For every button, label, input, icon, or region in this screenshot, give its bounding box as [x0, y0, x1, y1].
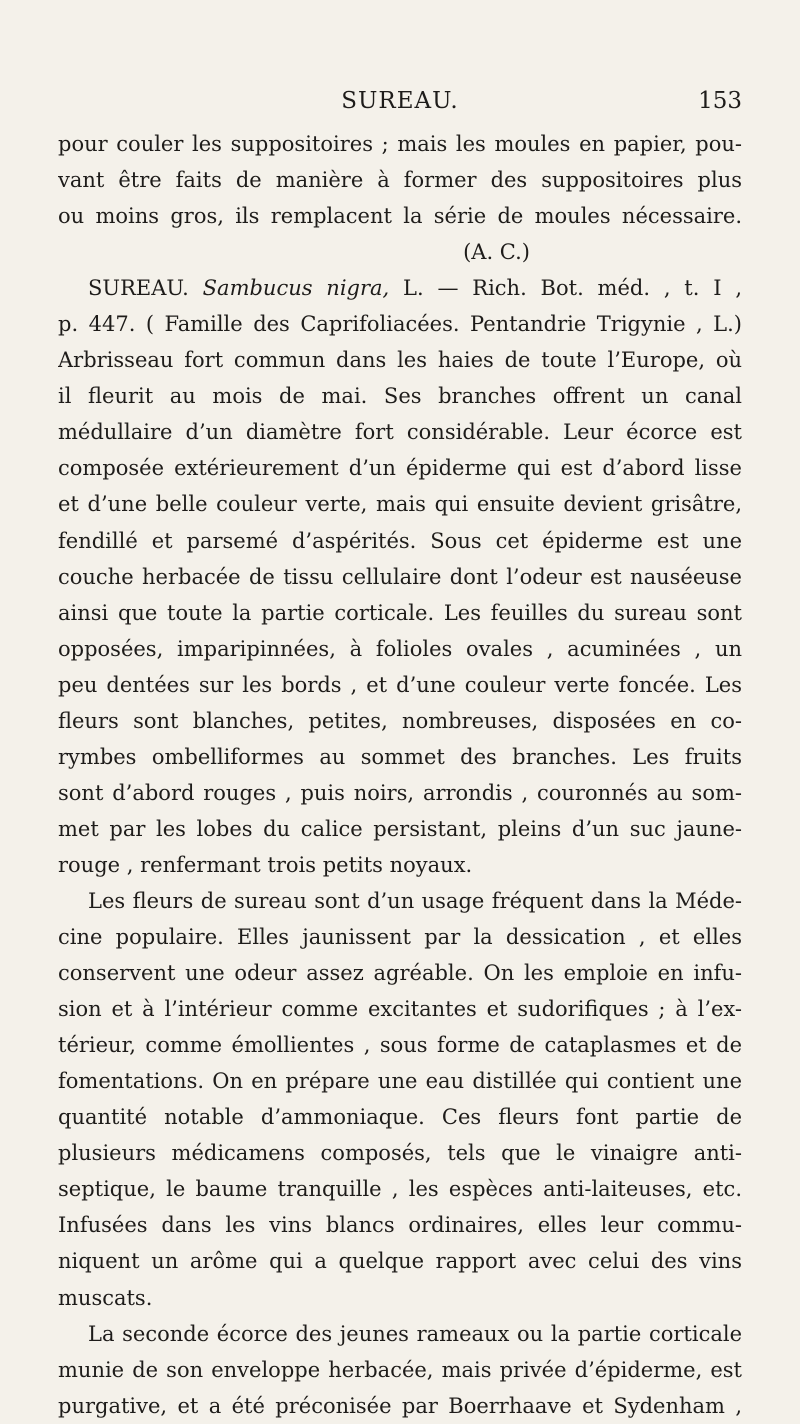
text-line: conservent une odeur assez agréable. On les emploie en infu- [58, 961, 742, 986]
text-line: munie de son enveloppe herbacée, mais privée d’épiderme, est [58, 1357, 742, 1382]
text-line: cine populaire. Elles jaunissent par la dessication , et elles [58, 925, 742, 950]
text-line: vant être faits de manière à former des suppositoires plus [58, 168, 742, 193]
text-line: opposées, imparipinnées, à folioles ovales , acuminées , un [58, 636, 742, 661]
running-title: SUREAU. [341, 88, 459, 114]
text-line: sont d’abord rouges , puis noirs, arrondis , couronnés au som- [58, 780, 742, 805]
text-line: Les fleurs de sureau sont d’un usage fréquent dans la Méde- [88, 888, 742, 913]
text-line: Arbrisseau fort commun dans les haies de toute l’Europe, où [58, 348, 742, 373]
text-line: muscats. [58, 1285, 153, 1310]
text-line: met par les lobes du calice persistant, pleins d’un suc jaune- [58, 816, 742, 841]
text-line: quantité notable d’ammoniaque. Ces fleurs font partie de [58, 1105, 742, 1130]
text-line: sion et à l’intérieur comme excitantes et sudorifiques ; à l’ex- [58, 997, 742, 1022]
text-line: peu dentées sur les bords , et d’une couleur verte foncée. Les [58, 672, 742, 697]
text-line: ainsi que toute la partie corticale. Les feuilles du sureau sont [58, 600, 742, 625]
text-line: et d’une belle couleur verte, mais qui ensuite devient grisâtre, [58, 492, 742, 517]
entry-heading-line: SUREAU. Sambucus nigra, L. — Rich. Bot. méd. , t. I , [88, 276, 742, 301]
text-line: fendillé et parsemé d’aspérités. Sous cet épiderme est une [58, 528, 742, 553]
text-line: composée extérieurement d’un épiderme qui est d’abord lisse [58, 456, 742, 481]
text-line: niquent un arôme qui a quelque rapport avec celui des vins [58, 1249, 742, 1274]
text-line: purgative, et a été préconisée par Boerrhaave et Sydenham , [58, 1393, 742, 1418]
text-line: ou moins gros, ils remplacent la série de moules nécessaire. [58, 204, 742, 229]
body-text [58, 126, 742, 1424]
latin-name: Sambucus nigra, [202, 276, 390, 301]
text-line: pour couler les suppositoires ; mais les moules en papier, pou- [58, 132, 742, 156]
text-line: Infusées dans les vins blancs ordinaires, elles leur commu- [58, 1213, 742, 1238]
text-line: La seconde écorce des jeunes rameaux ou la partie corticale [88, 1321, 742, 1346]
text-line: rouge , renfermant trois petits noyaux. [58, 852, 473, 877]
author-signature: (A. C.) [463, 240, 530, 265]
text-line: fomentations. On en prépare une eau distillée qui contient une [58, 1069, 742, 1094]
text-line: fleurs sont blanches, petites, nombreuses, disposées en co- [58, 708, 742, 733]
text-line: rymbes ombelliformes au sommet des branches. Les fruits [58, 744, 742, 769]
text-line: plusieurs médicamens composés, tels que le vinaigre anti- [58, 1141, 742, 1166]
page-header [58, 88, 742, 118]
page-number: 153 [698, 88, 742, 114]
text-line: il fleurit au mois de mai. Ses branches offrent un canal [58, 384, 742, 409]
text-line: térieur, comme émollientes , sous forme de cataplasmes et de [58, 1033, 742, 1058]
text-line: couche herbacée de tissu cellulaire dont l’odeur est nauséeuse [58, 564, 742, 589]
text-line: septique, le baume tranquille , les espèces anti-laiteuses, etc. [58, 1177, 742, 1202]
text-line: médullaire d’un diamètre fort considérable. Leur écorce est [58, 420, 742, 445]
text-line: p. 447. ( Famille des Caprifoliacées. Pentandrie Trigynie , L.) [58, 312, 742, 337]
